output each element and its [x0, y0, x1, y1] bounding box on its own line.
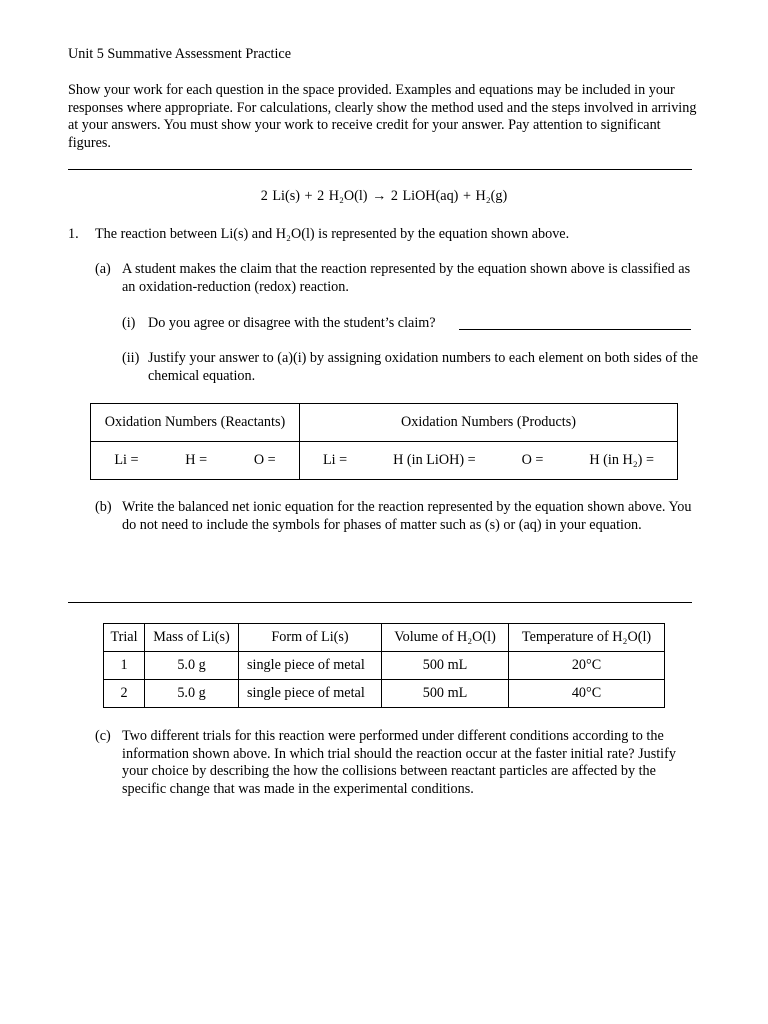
reactants-cell[interactable] — [91, 442, 300, 480]
th-temperature: Temperature of H₂O(l) — [509, 624, 665, 652]
product-li: Li = — [322, 451, 348, 468]
products-header: Oxidation Numbers (Products) — [300, 404, 678, 442]
part-c-text: Two different trials for this reaction were performed under different conditions according to the information shown above. In which trial should the reaction occur at the faster initial rate? Justify your choice by describing the how the collisions between reactant particles are affected by the specific change that was made in the experimental conditions. — [122, 728, 676, 797]
cell-volume: 500 mL — [382, 680, 509, 708]
answer-line-a-i[interactable] — [459, 329, 691, 330]
part-a-ii-label: (ii) — [122, 350, 140, 366]
part-a-ii-text: Justify your answer to (a)(i) by assigning oxidation numbers to each element on both sides of the chemical equation. — [148, 350, 699, 384]
part-b-label: (b) — [95, 499, 112, 515]
product-h-h2: H (in H₂) = — [589, 451, 654, 468]
reactant-o: O = — [253, 451, 276, 468]
cell-form: single piece of metal — [239, 652, 382, 680]
cell-temperature: 20°C — [509, 652, 665, 680]
part-a-label: (a) — [95, 261, 111, 277]
table-row — [104, 680, 665, 708]
part-b-text: Write the balanced net ionic equation for the reaction represented by the equation shown above. You do not need to include the symbols for phases of matter such as (s) or (aq) in your equation. — [122, 499, 692, 533]
cell-mass: 5.0 g — [145, 680, 239, 708]
reactant-li: Li = — [114, 451, 139, 468]
question-stem: The reaction between Li(s) and H₂O(l) is represented by the equation shown above. — [95, 226, 570, 242]
question-number: 1. — [68, 226, 79, 242]
part-a-i-label: (i) — [122, 315, 136, 331]
instructions: Show your work for each question in the space provided. Examples and equations may be included in your responses where appropriate. For calculations, clearly show the method used and the steps involved in arriving at your answers. You must show your work to receive credit for your answer. Pay attention to significant figures. — [68, 82, 697, 151]
reactant-h: H = — [185, 451, 208, 468]
product-h-lioh: H (in LiOH) = — [393, 451, 476, 468]
part-a-i-text: Do you agree or disagree with the student’s claim? — [148, 315, 436, 331]
cell-volume: 500 mL — [382, 652, 509, 680]
reactants-header: Oxidation Numbers (Reactants) — [91, 404, 300, 442]
cell-temperature: 40°C — [509, 680, 665, 708]
th-volume: Volume of H₂O(l) — [382, 624, 509, 652]
oxidation-table — [90, 403, 678, 480]
th-form: Form of Li(s) — [239, 624, 382, 652]
th-trial: Trial — [104, 624, 145, 652]
divider-middle — [68, 602, 692, 603]
th-mass: Mass of Li(s) — [145, 624, 239, 652]
page-title: Unit 5 Summative Assessment Practice — [68, 46, 292, 62]
cell-form: single piece of metal — [239, 680, 382, 708]
table-row — [104, 652, 665, 680]
part-a-text: A student makes the claim that the reaction represented by the equation shown above is classified as an oxidation-reduction (redox) reaction. — [122, 261, 691, 295]
part-c-label: (c) — [95, 728, 111, 744]
cell-trial: 2 — [104, 680, 145, 708]
cell-mass: 5.0 g — [145, 652, 239, 680]
products-cell[interactable] — [300, 442, 678, 480]
reaction-equation: 2 Li(s) + 2 H₂O(l) → 2 LiOH(aq) + H₂(g) — [260, 188, 508, 204]
cell-trial: 1 — [104, 652, 145, 680]
product-o: O = — [521, 451, 544, 468]
trial-table — [103, 623, 665, 708]
divider-top — [68, 169, 692, 170]
